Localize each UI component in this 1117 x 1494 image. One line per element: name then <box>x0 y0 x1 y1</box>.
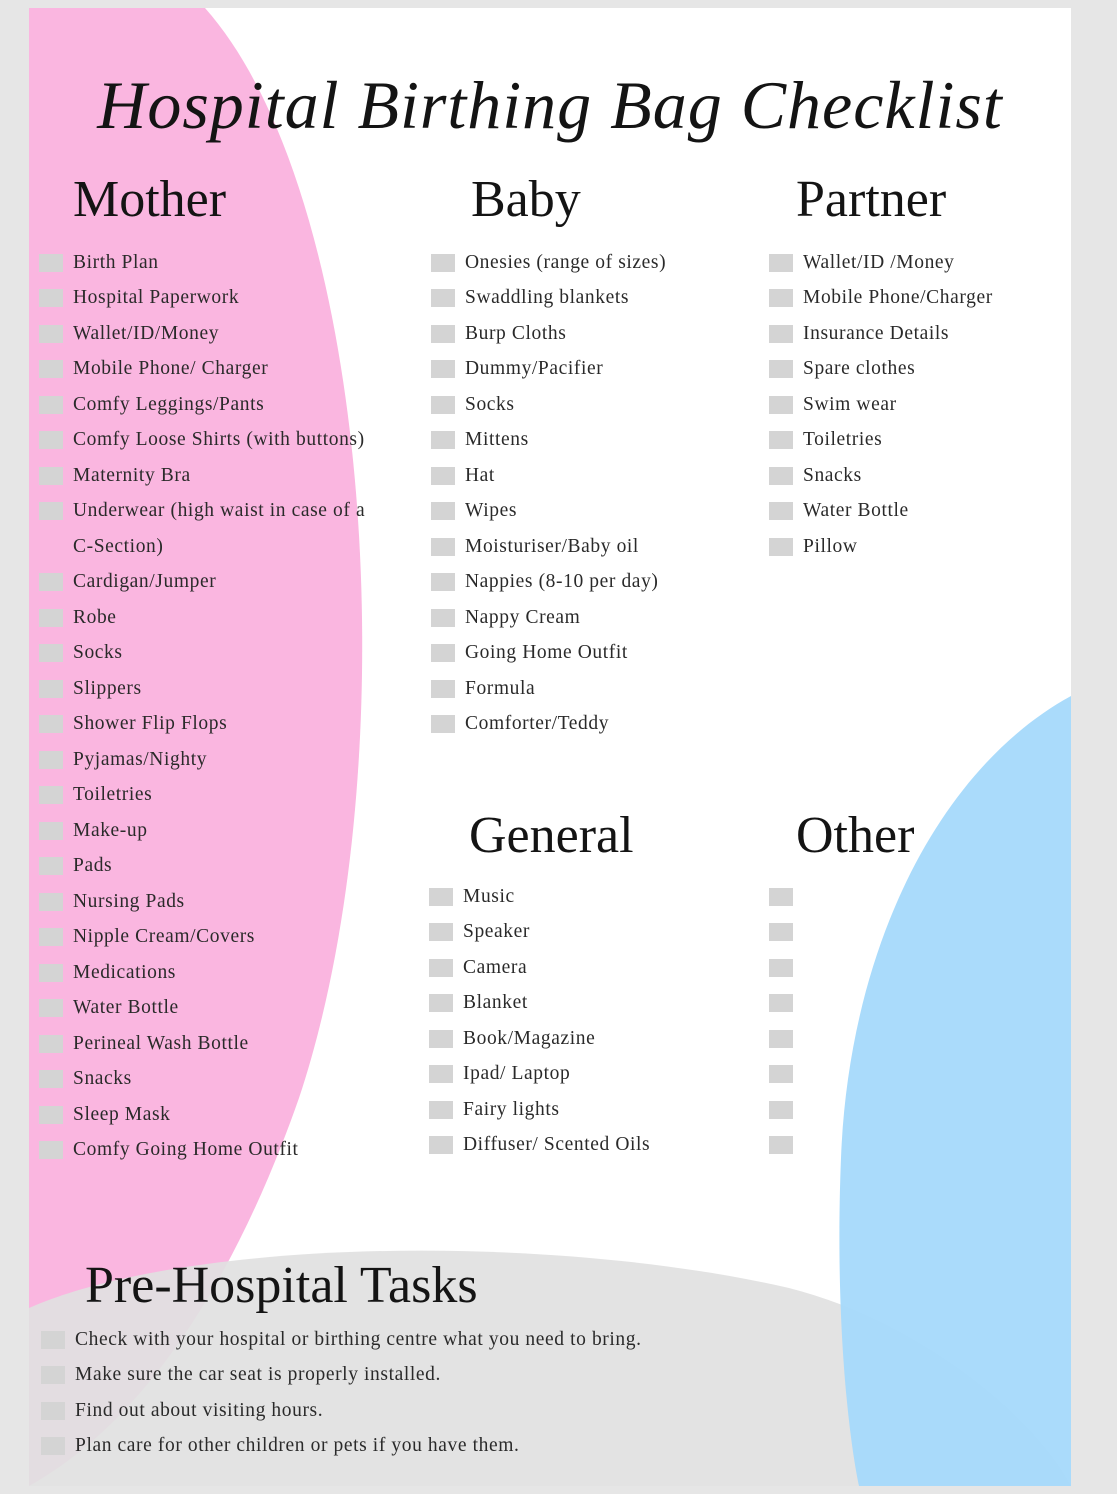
item-label: Make sure the car seat is properly installed. <box>75 1364 441 1386</box>
checkbox[interactable] <box>39 467 63 485</box>
partner-item[interactable] <box>769 494 993 530</box>
pre_hospital-item[interactable] <box>41 1358 642 1394</box>
mother-heading: Mother <box>73 171 227 228</box>
mother-item[interactable] <box>39 849 365 885</box>
checkbox[interactable] <box>431 644 455 662</box>
checkbox[interactable] <box>39 680 63 698</box>
item-label: Comfy Loose Shirts (with buttons) <box>73 429 365 451</box>
checkbox[interactable] <box>39 1035 63 1053</box>
item-label: Nursing Pads <box>73 890 185 912</box>
checkbox[interactable] <box>39 893 63 911</box>
item-label: Sleep Mask <box>73 1103 171 1125</box>
partner-item[interactable] <box>769 529 993 565</box>
general-item[interactable] <box>429 950 650 986</box>
checkbox[interactable] <box>39 254 63 272</box>
checkbox[interactable] <box>431 715 455 733</box>
mother-item[interactable] <box>39 600 365 636</box>
partner-item[interactable] <box>769 316 993 352</box>
baby-item[interactable] <box>431 671 666 707</box>
pre_hospital-item[interactable] <box>41 1393 642 1429</box>
mother-checklist <box>39 245 365 1168</box>
other-blank-item[interactable] <box>769 879 803 915</box>
item-label: Perineal Wash Bottle <box>73 1032 249 1054</box>
checkbox[interactable] <box>39 857 63 875</box>
item-label: Nappy Cream <box>465 606 581 628</box>
checkbox[interactable] <box>769 1030 793 1048</box>
item-label: Wipes <box>465 500 518 522</box>
checkbox[interactable] <box>769 888 793 906</box>
checkbox[interactable] <box>769 538 793 556</box>
item-label: Mittens <box>465 429 529 451</box>
item-label: Dummy/Pacifier <box>465 358 604 380</box>
baby-item[interactable] <box>431 387 666 423</box>
item-label: Blanket <box>463 992 528 1014</box>
item-label: Shower Flip Flops <box>73 713 228 735</box>
item-label: Pads <box>73 855 113 877</box>
item-label: Wallet/ID /Money <box>803 251 955 273</box>
partner-checklist <box>769 245 993 565</box>
mother-item[interactable] <box>39 671 365 707</box>
baby-item[interactable] <box>431 600 666 636</box>
mother-item[interactable] <box>39 1097 365 1133</box>
checkbox[interactable] <box>769 923 793 941</box>
item-label: Socks <box>73 642 123 664</box>
item-label: Insurance Details <box>803 322 950 344</box>
checkbox[interactable] <box>39 1070 63 1088</box>
mother-item[interactable] <box>39 245 365 281</box>
checkbox[interactable] <box>429 1065 453 1083</box>
general-heading: General <box>469 807 634 864</box>
mother-item[interactable] <box>39 1062 365 1098</box>
checkbox[interactable] <box>39 609 63 627</box>
checkbox[interactable] <box>39 573 63 591</box>
checkbox[interactable] <box>39 786 63 804</box>
pre-hospital-checklist <box>41 1322 642 1464</box>
other-blank-item[interactable] <box>769 1092 803 1128</box>
partner-item[interactable] <box>769 352 993 388</box>
item-label: Camera <box>463 956 528 978</box>
baby-item[interactable] <box>431 423 666 459</box>
partner-item[interactable] <box>769 458 993 494</box>
checkbox[interactable] <box>39 751 63 769</box>
partner-item[interactable] <box>769 387 993 423</box>
item-label: Plan care for other children or pets if you have them. <box>75 1435 520 1457</box>
checkbox[interactable] <box>431 254 455 272</box>
general-item[interactable] <box>429 986 650 1022</box>
checkbox[interactable] <box>41 1366 65 1384</box>
mother-item[interactable] <box>39 565 365 601</box>
checkbox[interactable] <box>431 431 455 449</box>
mother-item[interactable] <box>39 423 365 459</box>
item-label: Comforter/Teddy <box>465 713 610 735</box>
item-label-continuation: C-Section) <box>73 535 164 557</box>
mother-item[interactable] <box>39 494 365 530</box>
baby-item[interactable] <box>431 494 666 530</box>
mother-item[interactable] <box>39 742 365 778</box>
mother-item[interactable] <box>39 281 365 317</box>
checkbox[interactable] <box>431 538 455 556</box>
item-label: Wallet/ID/Money <box>73 322 220 344</box>
item-label: Comfy Going Home Outfit <box>73 1139 299 1161</box>
item-label: Underwear (high waist in case of a <box>73 500 366 522</box>
checkbox[interactable] <box>39 928 63 946</box>
baby-item[interactable] <box>431 636 666 672</box>
checkbox[interactable] <box>431 609 455 627</box>
other-blank-item[interactable] <box>769 986 803 1022</box>
checkbox[interactable] <box>769 289 793 307</box>
checkbox[interactable] <box>769 325 793 343</box>
checkbox[interactable] <box>429 1136 453 1154</box>
mother-item[interactable] <box>39 636 365 672</box>
item-label: Make-up <box>73 819 148 841</box>
general-item[interactable] <box>429 1128 650 1164</box>
general-item[interactable] <box>429 879 650 915</box>
checkbox[interactable] <box>431 680 455 698</box>
checkbox[interactable] <box>39 822 63 840</box>
checkbox[interactable] <box>769 1101 793 1119</box>
mother-item[interactable] <box>39 991 365 1027</box>
checkbox[interactable] <box>39 644 63 662</box>
other-blank-item[interactable] <box>769 915 803 951</box>
item-label: Socks <box>465 393 515 415</box>
checkbox[interactable] <box>431 467 455 485</box>
mother-item-continuation <box>39 529 365 565</box>
item-label: Fairy lights <box>463 1098 560 1120</box>
checkbox[interactable] <box>431 360 455 378</box>
checkbox[interactable] <box>769 467 793 485</box>
item-label: Formula <box>465 677 536 699</box>
item-label: Birth Plan <box>73 251 159 273</box>
checkbox[interactable] <box>769 1065 793 1083</box>
item-label: Toiletries <box>803 429 883 451</box>
baby-item[interactable] <box>431 245 666 281</box>
item-label: Cardigan/Jumper <box>73 571 217 593</box>
checkbox[interactable] <box>769 431 793 449</box>
checkbox[interactable] <box>769 254 793 272</box>
checkbox[interactable] <box>769 396 793 414</box>
other-blank-item[interactable] <box>769 1128 803 1164</box>
checkbox[interactable] <box>39 396 63 414</box>
general-checklist <box>429 879 650 1163</box>
baby-heading: Baby <box>471 171 581 228</box>
checkbox[interactable] <box>769 1136 793 1154</box>
item-label: Toiletries <box>73 784 153 806</box>
pre-hospital-heading: Pre-Hospital Tasks <box>85 1257 478 1314</box>
checkbox[interactable] <box>429 923 453 941</box>
item-label: Check with your hospital or birthing centre what you need to bring. <box>75 1328 642 1350</box>
other-heading: Other <box>796 807 915 864</box>
item-label: Nappies (8-10 per day) <box>465 571 659 593</box>
page-title: Hospital Birthing Bag Checklist <box>97 67 1003 143</box>
item-label: Going Home Outfit <box>465 642 628 664</box>
partner-item[interactable] <box>769 281 993 317</box>
checkbox[interactable] <box>769 360 793 378</box>
item-label: Maternity Bra <box>73 464 191 486</box>
item-label: Find out about visiting hours. <box>75 1399 324 1421</box>
checkbox[interactable] <box>431 573 455 591</box>
partner-item[interactable] <box>769 245 993 281</box>
general-item[interactable] <box>429 915 650 951</box>
baby-item[interactable] <box>431 281 666 317</box>
pre_hospital-item[interactable] <box>41 1322 642 1358</box>
item-label: Pyjamas/Nighty <box>73 748 208 770</box>
other-blank-item[interactable] <box>769 950 803 986</box>
item-label: Hospital Paperwork <box>73 287 240 309</box>
mother-item[interactable] <box>39 316 365 352</box>
mother-item[interactable] <box>39 458 365 494</box>
general-item[interactable] <box>429 1092 650 1128</box>
item-label: Speaker <box>463 921 531 943</box>
item-label: Hat <box>465 464 495 486</box>
mother-item[interactable] <box>39 955 365 991</box>
checkbox[interactable] <box>431 502 455 520</box>
item-label: Swaddling blankets <box>465 287 630 309</box>
checkbox[interactable] <box>429 994 453 1012</box>
checkbox[interactable] <box>769 502 793 520</box>
mother-item[interactable] <box>39 778 365 814</box>
checkbox[interactable] <box>41 1331 65 1349</box>
item-label: Mobile Phone/ Charger <box>73 358 269 380</box>
checkbox[interactable] <box>429 888 453 906</box>
item-label: Spare clothes <box>803 358 916 380</box>
other-blank-item[interactable] <box>769 1057 803 1093</box>
checkbox[interactable] <box>41 1402 65 1420</box>
item-label: Moisturiser/Baby oil <box>465 535 639 557</box>
checkbox[interactable] <box>429 1101 453 1119</box>
item-label: Swim wear <box>803 393 897 415</box>
mother-item[interactable] <box>39 1026 365 1062</box>
item-label: Slippers <box>73 677 142 699</box>
item-label: Mobile Phone/Charger <box>803 287 993 309</box>
general-item[interactable] <box>429 1021 650 1057</box>
mother-item[interactable] <box>39 1133 365 1169</box>
checkbox[interactable] <box>431 289 455 307</box>
mother-item[interactable] <box>39 884 365 920</box>
mother-item[interactable] <box>39 387 365 423</box>
partner-heading: Partner <box>796 171 947 228</box>
checkbox[interactable] <box>429 1030 453 1048</box>
checkbox[interactable] <box>39 431 63 449</box>
checkbox[interactable] <box>39 715 63 733</box>
mother-item[interactable] <box>39 707 365 743</box>
baby-item[interactable] <box>431 316 666 352</box>
item-label: Book/Magazine <box>463 1027 596 1049</box>
item-label: Robe <box>73 606 117 628</box>
checkbox[interactable] <box>429 959 453 977</box>
baby-item[interactable] <box>431 352 666 388</box>
checklist-page <box>29 8 1071 1486</box>
item-label: Snacks <box>73 1068 132 1090</box>
item-label: Nipple Cream/Covers <box>73 926 255 948</box>
checkbox[interactable] <box>431 325 455 343</box>
mother-item[interactable] <box>39 920 365 956</box>
checkbox[interactable] <box>39 964 63 982</box>
mother-item[interactable] <box>39 352 365 388</box>
checkbox[interactable] <box>39 999 63 1017</box>
item-label: Diffuser/ Scented Oils <box>463 1134 651 1156</box>
checkbox[interactable] <box>41 1437 65 1455</box>
general-item[interactable] <box>429 1057 650 1093</box>
item-label: Medications <box>73 961 176 983</box>
item-label: Pillow <box>803 535 858 557</box>
other-blank-item[interactable] <box>769 1021 803 1057</box>
item-label: Water Bottle <box>803 500 909 522</box>
mother-item[interactable] <box>39 813 365 849</box>
checkbox[interactable] <box>431 396 455 414</box>
other-checklist <box>769 879 803 1163</box>
baby-checklist <box>431 245 666 742</box>
checkbox[interactable] <box>39 502 63 520</box>
item-label: Burp Cloths <box>465 322 567 344</box>
checkbox[interactable] <box>39 289 63 307</box>
item-label: Music <box>463 885 515 907</box>
item-label: Comfy Leggings/Pants <box>73 393 265 415</box>
checkbox[interactable] <box>39 325 63 343</box>
item-label: Snacks <box>803 464 862 486</box>
checkbox[interactable] <box>39 360 63 378</box>
item-label: Onesies (range of sizes) <box>465 251 667 273</box>
baby-item[interactable] <box>431 458 666 494</box>
partner-item[interactable] <box>769 423 993 459</box>
checkbox[interactable] <box>769 959 793 977</box>
baby-item[interactable] <box>431 529 666 565</box>
checkbox[interactable] <box>39 1141 63 1159</box>
checkbox[interactable] <box>39 1106 63 1124</box>
baby-item[interactable] <box>431 565 666 601</box>
item-label: Water Bottle <box>73 997 179 1019</box>
checkbox[interactable] <box>769 994 793 1012</box>
baby-item[interactable] <box>431 707 666 743</box>
pre_hospital-item[interactable] <box>41 1429 642 1465</box>
item-label: Ipad/ Laptop <box>463 1063 571 1085</box>
